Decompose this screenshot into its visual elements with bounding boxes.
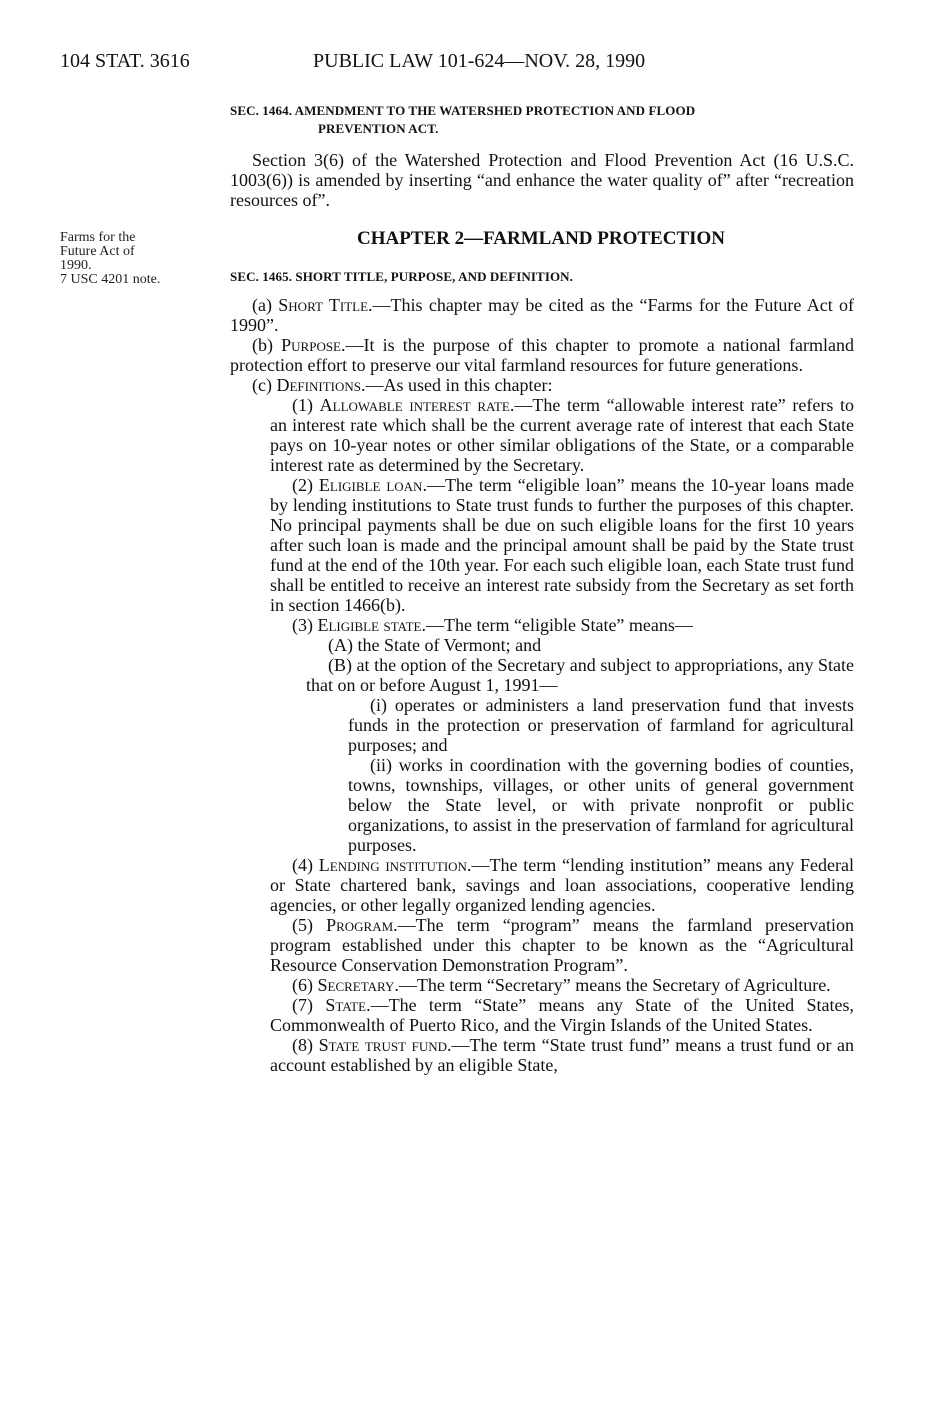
definition-1: (1) Allowable interest rate.—The term “allowable interest rate” refers to an interest rate which shall be the current average rate of interest that each State pays on 10-year notes or other similar obligations of the State, or a comparable interest rate as determined by the Secretary. (270, 395, 855, 475)
definition-8: (8) State trust fund.—The term “State trust fund” means a trust fund or an account established by an eligible State, (270, 1035, 854, 1075)
law-citation: PUBLIC LAW 101-624—NOV. 28, 1990 (313, 50, 646, 72)
paragraph: Section 3(6) of the Watershed Protection and Flood Prevention Act (16 U.S.C. 1003(6)) is amended by inserting “and enhance the water quality of” after “recreation resources of”. (230, 150, 854, 210)
subsection-c: (c) Definitions.—As used in this chapter: (252, 375, 553, 395)
definition-3-A: (A) the State of Vermont; and (328, 635, 542, 655)
chapter-title: CHAPTER 2—FARMLAND PROTECTION (356, 228, 726, 249)
definition-5: (5) Program.—The term “program” means the farmland preservation program established under this chapter to be known as the “Agricultural Resource Conservation Demonstration Program”. (270, 915, 854, 975)
definitions-list (230, 395, 854, 1075)
definition-2: (2) Eligible loan.—The term “eligible loan” means the 10-year loans made by lending institutions to State trust funds to further the purposes of this chapter. No principal payments shall be due on such eligible loans for the first 10 years after such loan is made and the principal amount shall be paid by the State trust fund at the end of the 10th year. For each such eligible loan, each State trust fund shall be entitled to receive an interest rate subsidy from the Secretary as set forth in section 1466(b). (270, 475, 854, 615)
definition-3: (3) Eligible state.—The term “eligible State” means— (292, 615, 693, 635)
definition-6: (6) Secretary.—The term “Secretary” means the Secretary of Agriculture. (292, 975, 831, 995)
page-header (60, 50, 860, 80)
page-number: 104 STAT. 3616 (60, 50, 190, 72)
definition-3-B: (B) at the option of the Secretary and subject to appropriations, any State that on or before August 1, 1991— (306, 655, 854, 695)
section-1464-heading: SEC. 1464. AMENDMENT TO THE WATERSHED PROTECTION AND FLOOD PREVENTION ACT. (230, 103, 696, 136)
definition-3-B-i: (i) operates or administers a land preservation fund that invests funds in the protection or preservation of farmland for agricultural purposes; and (348, 695, 854, 755)
section-1464-body (230, 150, 854, 210)
margin-note: Farms for the Future Act of 1990. 7 USC 4201 note. (60, 230, 161, 287)
definition-3-B-ii: (ii) works in coordination with the governing bodies of counties, towns, townships, villages, or other units of general government below the State level, or with private nonprofit or public organizations, to assist in the preservation of farmland for agricultural purposes. (348, 755, 854, 855)
definition-7: (7) State.—The term “State” means any State of the United States, Commonwealth of Puerto Rico, and the Virgin Islands of the United States. (270, 995, 854, 1035)
subsection-b: (b) Purpose.—It is the purpose of this chapter to promote a national farmland protection effort to preserve our vital farmland resources for future generations. (230, 335, 854, 375)
section-1465-heading: SEC. 1465. SHORT TITLE, PURPOSE, AND DEFINITION. (230, 269, 574, 284)
section-1465-body (230, 295, 854, 1075)
subsection-a: (a) Short Title.—This chapter may be cited as the “Farms for the Future Act of 1990”. (230, 295, 854, 335)
definition-4: (4) Lending institution.—The term “lending institution” means any Federal or State chartered bank, savings and loan associations, cooperative lending agencies, or other legally organized lending agencies. (270, 855, 854, 915)
